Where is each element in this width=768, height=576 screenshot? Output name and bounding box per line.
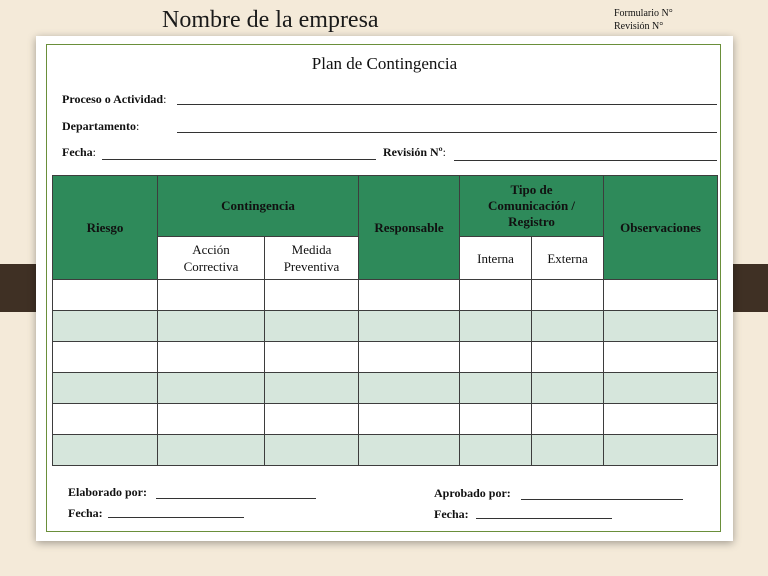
cell-observaciones[interactable] bbox=[604, 342, 718, 373]
cell-riesgo[interactable] bbox=[53, 280, 158, 311]
aprobado-field[interactable] bbox=[521, 499, 683, 500]
cell-externa[interactable] bbox=[532, 404, 604, 435]
table-row bbox=[53, 435, 718, 466]
revision-colon: : bbox=[442, 145, 446, 159]
contingency-table bbox=[52, 175, 718, 466]
cell-accion[interactable] bbox=[158, 280, 265, 311]
aprobado-label: Aprobado por: bbox=[434, 486, 511, 500]
cell-interna[interactable] bbox=[460, 311, 532, 342]
proceso-label bbox=[62, 92, 166, 107]
departamento-label-text: Departamento bbox=[62, 119, 136, 133]
elaborado-field[interactable] bbox=[156, 498, 316, 499]
form-meta bbox=[614, 7, 673, 33]
cell-interna[interactable] bbox=[460, 373, 532, 404]
table-row bbox=[53, 311, 718, 342]
cell-medida[interactable] bbox=[265, 280, 359, 311]
cell-responsable[interactable] bbox=[359, 342, 460, 373]
cell-accion[interactable] bbox=[158, 373, 265, 404]
fecha-label bbox=[62, 145, 96, 160]
table-row bbox=[53, 280, 718, 311]
revision-label-text: Revisión Nº bbox=[383, 145, 443, 159]
cell-riesgo[interactable] bbox=[53, 342, 158, 373]
cell-responsable[interactable] bbox=[359, 404, 460, 435]
cell-observaciones[interactable] bbox=[604, 404, 718, 435]
subheader-accion-correctiva: Acción Correctiva bbox=[158, 237, 265, 280]
cell-externa[interactable] bbox=[532, 435, 604, 466]
table-row bbox=[53, 404, 718, 435]
elaborado-label: Elaborado por: bbox=[68, 485, 148, 499]
plan-title: Plan de Contingencia bbox=[311, 54, 458, 73]
cell-riesgo[interactable] bbox=[53, 435, 158, 466]
header-row bbox=[53, 176, 718, 237]
table-row bbox=[53, 342, 718, 373]
cell-accion[interactable] bbox=[158, 342, 265, 373]
cell-responsable[interactable] bbox=[359, 311, 460, 342]
fecha-left-label: Fecha: bbox=[68, 506, 103, 520]
subheader-medida-preventiva: Medida Preventiva bbox=[265, 237, 359, 280]
cell-observaciones[interactable] bbox=[604, 311, 718, 342]
fecha-right-field[interactable] bbox=[476, 518, 612, 519]
fecha-left-field[interactable] bbox=[108, 517, 244, 518]
cell-riesgo[interactable] bbox=[53, 311, 158, 342]
departamento-field[interactable] bbox=[177, 132, 717, 133]
cell-observaciones[interactable] bbox=[604, 280, 718, 311]
cell-observaciones[interactable] bbox=[604, 373, 718, 404]
cell-interna[interactable] bbox=[460, 280, 532, 311]
cell-externa[interactable] bbox=[532, 311, 604, 342]
departamento-label bbox=[62, 119, 139, 134]
cell-accion[interactable] bbox=[158, 404, 265, 435]
cell-riesgo[interactable] bbox=[53, 373, 158, 404]
subheader-externa: Externa bbox=[532, 237, 604, 280]
proceso-colon: : bbox=[163, 92, 167, 106]
cell-responsable[interactable] bbox=[359, 280, 460, 311]
subheader-interna: Interna bbox=[460, 237, 532, 280]
revision-field-label bbox=[383, 145, 446, 160]
header-observaciones: Observaciones bbox=[604, 176, 718, 280]
cell-accion[interactable] bbox=[158, 435, 265, 466]
header-contingencia: Contingencia bbox=[158, 176, 359, 237]
fecha-colon: : bbox=[92, 145, 96, 159]
cell-externa[interactable] bbox=[532, 280, 604, 311]
cell-externa[interactable] bbox=[532, 373, 604, 404]
cell-observaciones[interactable] bbox=[604, 435, 718, 466]
cell-responsable[interactable] bbox=[359, 373, 460, 404]
form-sheet bbox=[36, 36, 733, 541]
cell-medida[interactable] bbox=[265, 404, 359, 435]
company-name: Nombre de la empresa bbox=[162, 7, 379, 33]
cell-medida[interactable] bbox=[265, 373, 359, 404]
header-responsable: Responsable bbox=[359, 176, 460, 280]
cell-interna[interactable] bbox=[460, 342, 532, 373]
header-riesgo: Riesgo bbox=[53, 176, 158, 280]
departamento-colon: : bbox=[135, 119, 140, 133]
cell-interna[interactable] bbox=[460, 435, 532, 466]
proceso-field[interactable] bbox=[177, 104, 717, 105]
fecha-label-text: Fecha bbox=[62, 145, 93, 159]
cell-riesgo[interactable] bbox=[53, 404, 158, 435]
cell-interna[interactable] bbox=[460, 404, 532, 435]
cell-responsable[interactable] bbox=[359, 435, 460, 466]
form-number-label: Formulario N° bbox=[614, 8, 673, 19]
header-tipo-comunicacion: Tipo de Comunicación / Registro bbox=[460, 176, 604, 237]
cell-medida[interactable] bbox=[265, 342, 359, 373]
cell-medida[interactable] bbox=[265, 435, 359, 466]
fecha-right-label: Fecha: bbox=[434, 507, 469, 521]
cell-externa[interactable] bbox=[532, 342, 604, 373]
fecha-field[interactable] bbox=[102, 159, 376, 160]
revision-field[interactable] bbox=[454, 160, 717, 161]
proceso-label-text: Proceso o Actividad bbox=[62, 92, 164, 106]
cell-accion[interactable] bbox=[158, 311, 265, 342]
cell-medida[interactable] bbox=[265, 311, 359, 342]
table-row bbox=[53, 373, 718, 404]
revision-label: Revisión N° bbox=[614, 21, 664, 32]
